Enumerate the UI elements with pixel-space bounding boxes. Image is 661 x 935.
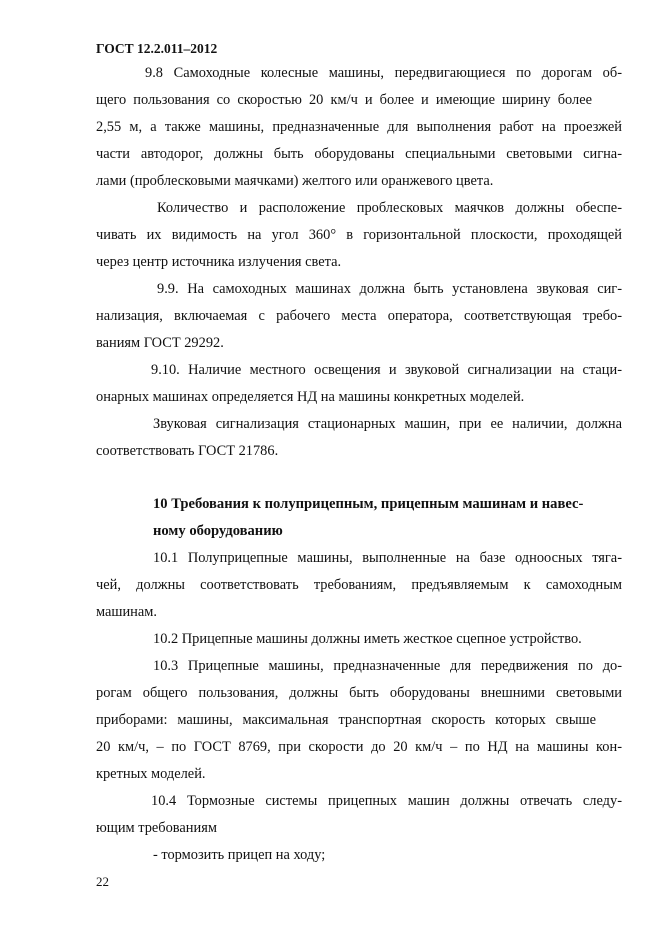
paragraph-10-4-line-2: ющим требованиям <box>96 820 217 836</box>
paragraph-10-3-line-4: 20 км/ч, – по ГОСТ 8769, при скорости до 20 км/ч – по НД на машины кон- <box>96 739 622 755</box>
paragraph-9-8-line-1: 9.8 Самоходные колесные машины, передвигающиеся по дорогам об- <box>145 65 622 81</box>
paragraph-9-9-line-1: 9.9. На самоходных машинах должна быть установлена звуковая сиг- <box>157 281 622 297</box>
section-10-heading-line-2: ному оборудованию <box>153 523 283 539</box>
paragraph-9-8-line-4: части автодорог, должны быть оборудованы специальными световыми сигна- <box>96 146 622 162</box>
paragraph-9-10-line-1: 9.10. Наличие местного освещения и звуковой сигнализации на стаци- <box>151 362 622 378</box>
paragraph-9-9-line-2: нализация, включаемая с рабочего места оператора, соответствующая требо- <box>96 308 622 324</box>
document-header: ГОСТ 12.2.011–2012 <box>96 41 218 56</box>
paragraph-10-1-line-1: 10.1 Полуприцепные машины, выполненные на базе одноосных тяга- <box>153 550 622 566</box>
paragraph-9-8-line-5: лами (проблесковыми маячками) желтого или оранжевого цвета. <box>96 173 494 189</box>
page-number: 22 <box>96 874 109 889</box>
paragraph-10-1-line-2: чей, должны соответствовать требованиям, предъявляемым к самоходным <box>96 577 622 593</box>
paragraph-10-2: 10.2 Прицепные машины должны иметь жесткое сцепное устройство. <box>153 631 582 647</box>
paragraph-beacons-line-1: Количество и расположение проблесковых маячков должны обеспе- <box>157 200 622 216</box>
paragraph-10-3-line-2: рогам общего пользования, должны быть оборудованы внешними световыми <box>96 685 622 701</box>
section-10-heading-line-1: 10 Требования к полуприцепным, прицепным машинам и навес- <box>153 496 584 512</box>
paragraph-10-3-line-5: кретных моделей. <box>96 766 206 782</box>
paragraph-9-8-line-2: щего пользования со скоростью 20 км/ч и более и имеющие ширину более <box>96 92 592 108</box>
paragraph-9-9-line-3: ваниям ГОСТ 29292. <box>96 335 224 351</box>
paragraph-sound-line-1: Звуковая сигнализация стационарных машин, при ее наличии, должна <box>153 416 622 432</box>
paragraph-9-8-line-3: 2,55 м, а также машины, предназначенные для выполнения работ на проезжей <box>96 119 622 135</box>
paragraph-10-4-line-1: 10.4 Тормозные системы прицепных машин должны отвечать следу- <box>151 793 622 809</box>
paragraph-9-10-line-2: онарных машинах определяется НД на машины конкретных моделей. <box>96 389 525 405</box>
paragraph-10-1-line-3: машинам. <box>96 604 157 620</box>
paragraph-beacons-line-2: чивать их видимость на угол 360° в горизонтальной плоскости, проходящей <box>96 227 622 243</box>
paragraph-beacons-line-3: через центр источника излучения света. <box>96 254 342 270</box>
paragraph-10-3-line-1: 10.3 Прицепные машины, предназначенные для передвижения по до- <box>153 658 622 674</box>
list-item-brake-on-move: - тормозить прицеп на ходу; <box>153 847 326 863</box>
paragraph-10-3-line-3: приборами: машины, максимальная транспортная скорость которых свыше <box>96 712 596 728</box>
paragraph-sound-line-2: соответствовать ГОСТ 21786. <box>96 443 279 459</box>
